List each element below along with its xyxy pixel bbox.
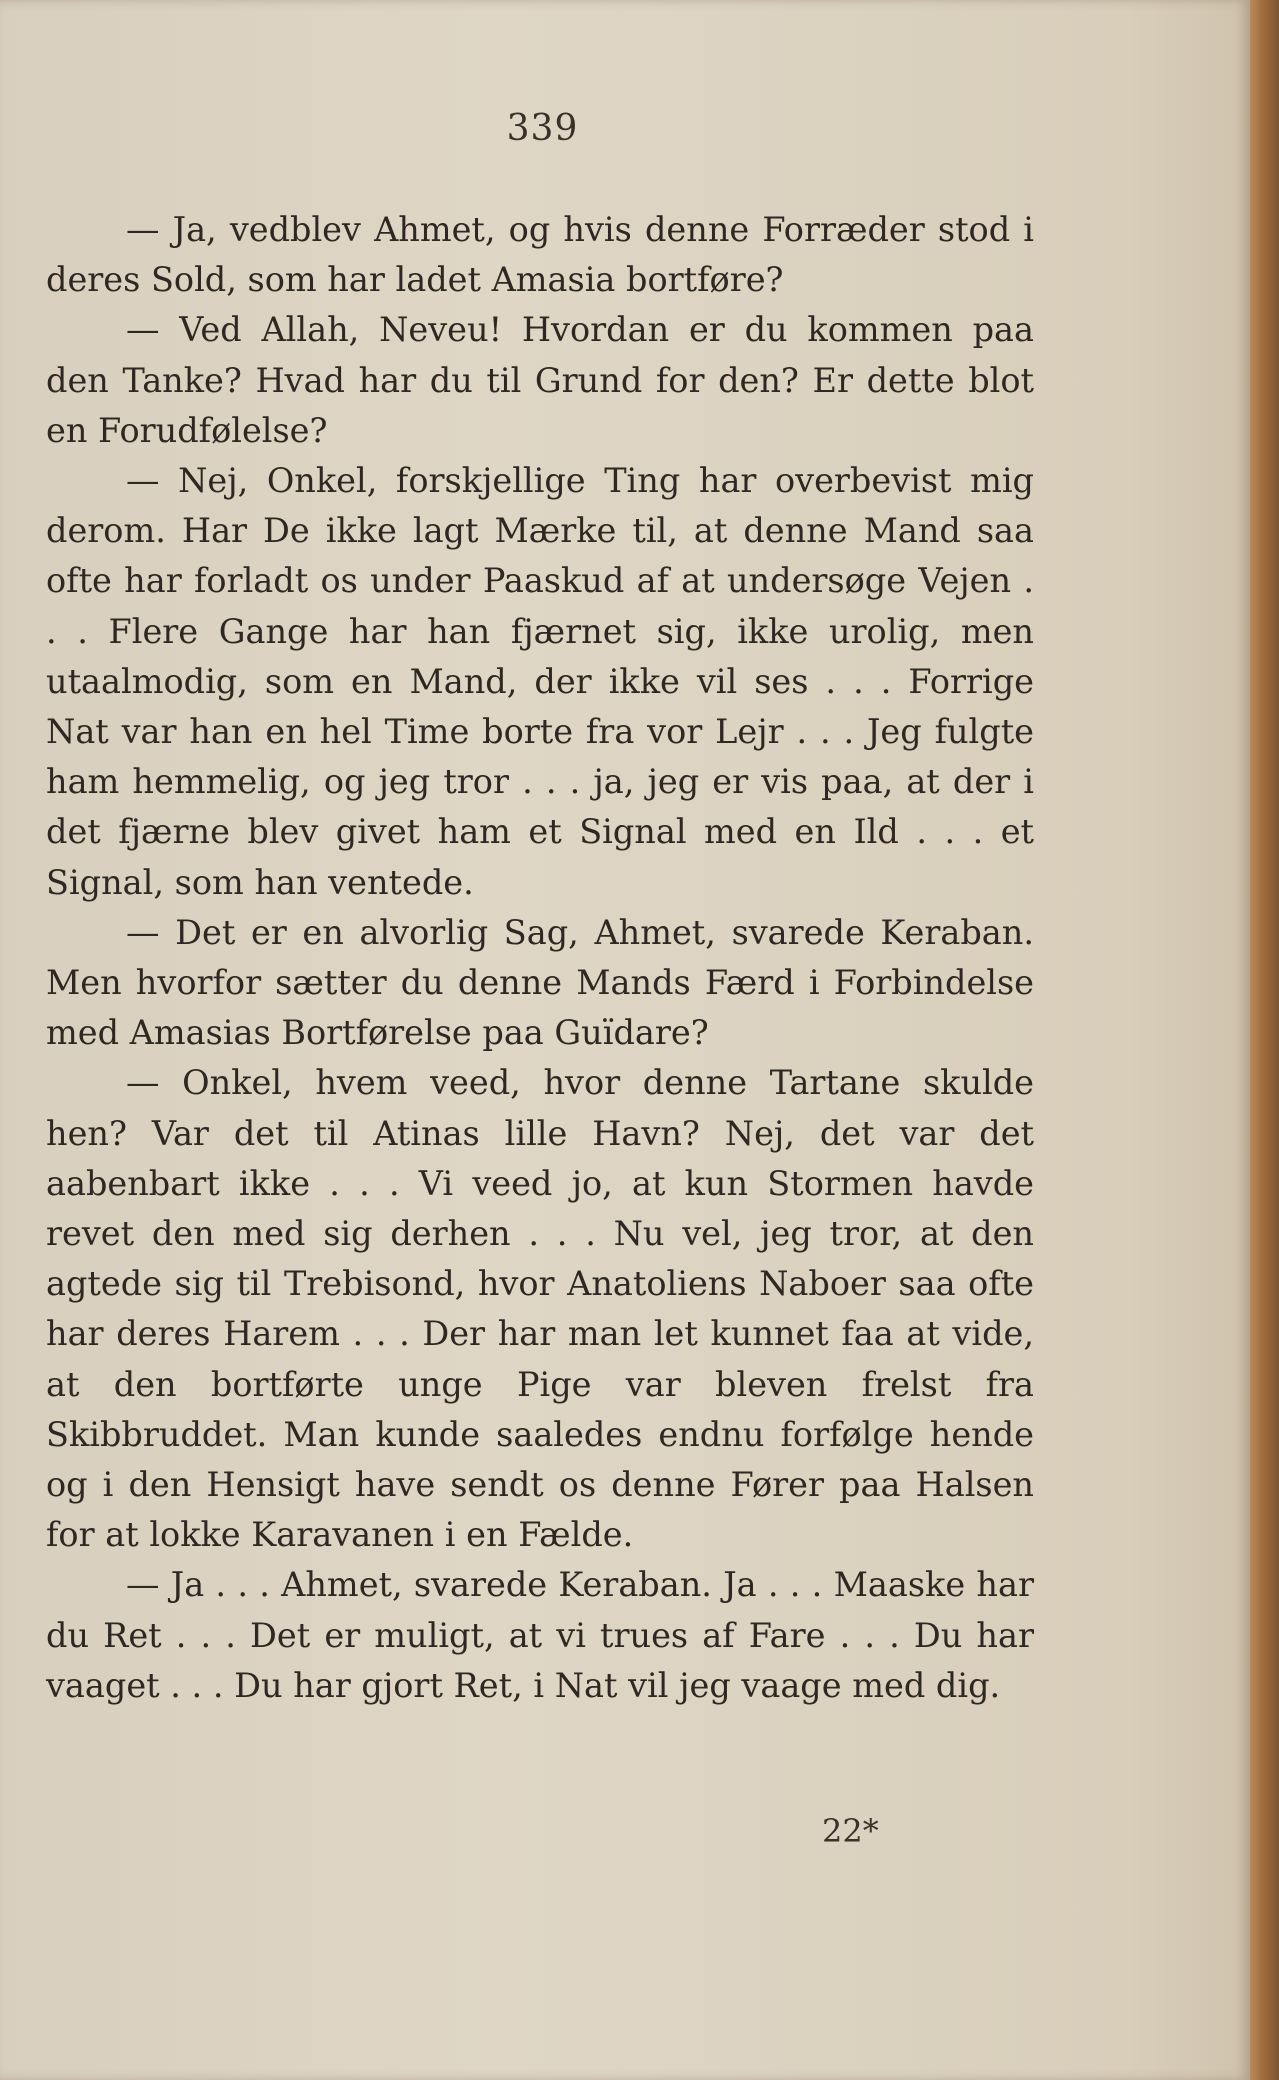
paragraph-1: — Ja, vedblev Ahmet, og hvis denne Forræder stod i deres Sold, som har ladet Amasia bortføre? — [46, 210, 1034, 300]
paragraph-5: — Onkel, hvem veed, hvor denne Tartane skulde hen? Var det til Atinas lille Havn? Nej, det var det aabenbart ikke . . . Vi veed jo, at kun Stormen havde revet den med sig derhen . . . Nu vel, jeg tror, at den agtede sig til Trebisond, hvor Anatoliens Naboer saa ofte har deres Harem . . . Der har man let kunnet faa at vide, at den bortførte unge Pige var bleven frelst fra Skibbruddet. Man kunde saaledes endnu forfølge hende og i den Hensigt have sendt os denne Fører paa Halsen for at lokke Karavanen i en Fælde. — [46, 1063, 1034, 1555]
paragraph-2: — Ved Allah, Neveu! Hvordan er du kommen paa den Tanke? Hvad har du til Grund for den? Er dette blot en Forudfølelse? — [46, 310, 1034, 450]
body-text — [46, 205, 1034, 1711]
book-edge — [1250, 0, 1279, 2080]
paragraph-4: — Det er en alvorlig Sag, Ahmet, svarede Keraban. Men hvorfor sætter du denne Mands Færd i Forbindelse med Amasias Bortførelse paa Guïdare? — [46, 912, 1034, 1053]
page-number: 339 — [506, 108, 579, 149]
paragraph-6: — Ja . . . Ahmet, svarede Keraban. Ja . . . Maaske har du Ret . . . Det er muligt, at vi trues af Fare . . . Du har vaaget . . . Du har gjort Ret, i Nat vil jeg vaage med dig. — [46, 1565, 1034, 1705]
paragraph-3: — Nej, Onkel, forskjellige Ting har overbevist mig derom. Har De ikke lagt Mærke til, at denne Mand saa ofte har forladt os under Paaskud af at undersøge Vejen . . . Flere Gange har han fjærnet sig, ikke urolig, men utaalmodig, som en Mand, der ikke vil ses . . . Forrige Nat var han en hel Time borte fra vor Lejr . . . Jeg fulgte ham hemmelig, og jeg tror . . . ja, jeg er vis paa, at der i det fjærne blev givet ham et Signal med en Ild . . . et Signal, som han ventede. — [46, 461, 1034, 902]
signature-mark: 22* — [822, 1812, 879, 1850]
